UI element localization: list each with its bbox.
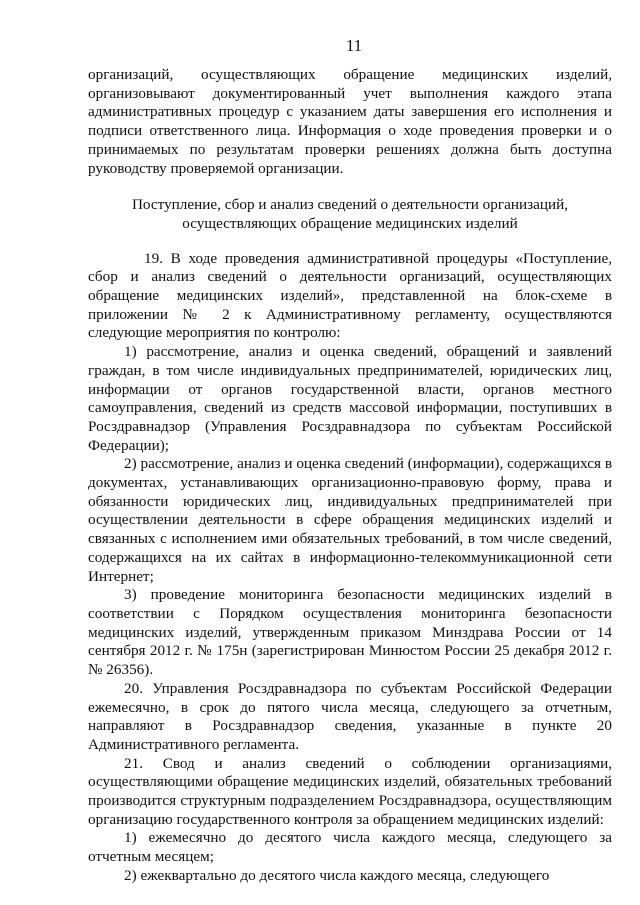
paragraph-continuation: организаций, осуществляющих обращение медицинских изделий, организовывают документированный учет выполнения каждого этапа административных процедур с указанием даты завершения его исполнения и подписи ответственного лица. Информация о ходе проведения проверки и о принимаемых по результатам проверки решениях должна быть доступна руководству проверяемой организации. — [88, 66, 612, 177]
paragraph-19: 19. В ходе проведения административной процедуры «Поступление, сбор и анализ сведений о деятельности организаций, осуществляющих обращение медицинских изделий», представленной на блок-схеме в приложении № 2 к Административному регламенту, осуществляются следующие мероприятия по контролю: — [88, 249, 612, 342]
paragraph-21: 21. Свод и анализ сведений о соблюдении организациями, осуществляющими обращение медицинских изделий, обязательных требований производится структурным подразделением Росздравнадзора, осуществляющим организацию государственного контроля за обращением медицинских изделий: — [88, 754, 612, 828]
section-heading: Поступление, сбор и анализ сведений о деятельности организаций, осуществляющих обращение медицинских изделий — [131, 196, 569, 232]
paragraph-20: 20. Управления Росздравнадзора по субъектам Российской Федерации ежемесячно, в срок до пятого числа месяца, следующего за отчетным, направляют в Росздравнадзор сведения, указанные в пункте 20 Административного регламента. — [88, 679, 612, 753]
list-item-21-2: 2) ежеквартально до десятого числа каждого месяца, следующего — [124, 866, 550, 884]
page-number: 11 — [345, 36, 363, 55]
list-item-21-1: 1) ежемесячно до десятого числа каждого месяца, следующего за отчетным месяцем; — [88, 829, 612, 866]
list-item-19-3: 3) проведение мониторинга безопасности медицинских изделий в соответствии с Порядком осуществления мониторинга безопасности медицинских изделий, утвержденным приказом Минздрава России от 14 сентября 2012 г. № 175н (зарегистрирован Минюстом России 25 декабря 2012 г. № 26356). — [88, 586, 612, 679]
list-item-19-2: 2) рассмотрение, анализ и оценка сведений (информации), содержащихся в документах, устанавливающих организационно-правовую форму, права и обязанности юридических лиц, индивидуальных предпринимателей при осуществлении деятельности в сфере обращения медицинских изделий и связанных с исполнением ими обязательных требований, в том числе сведений, содержащихся на их сайтах в информационно-телекоммуникационной сети Интернет; — [88, 455, 612, 585]
list-item-19-1: 1) рассмотрение, анализ и оценка сведений, обращений и заявлений граждан, в том числе индивидуальных предпринимателей, юридических лиц, информации от органов государственной власти, органов местного самоуправления, сведений из средств массовой информации, поступивших в Росздравнадзор (Управления Росздравнадзора по субъектам Российской Федерации); — [88, 343, 612, 454]
